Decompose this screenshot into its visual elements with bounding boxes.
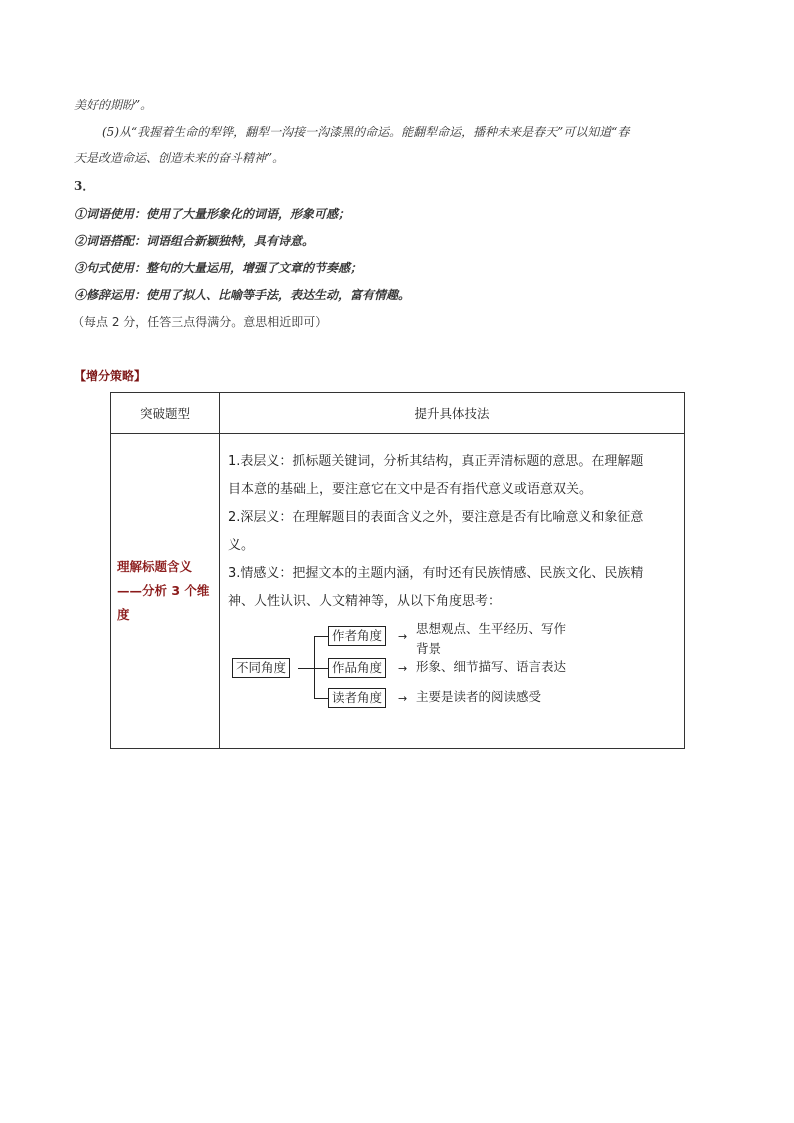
- column-header: 突破题型: [111, 393, 220, 434]
- question-number: 3．: [74, 179, 95, 193]
- diagram-work-box: 作品角度: [328, 658, 386, 678]
- technique-cell: [220, 434, 685, 749]
- section-title: 【增分策略】: [74, 369, 147, 383]
- technique-text: 义。: [228, 538, 255, 553]
- technique-text: 神、人性认识、人文精神等，从以下角度思考：: [228, 594, 502, 609]
- question-type-label: 度: [117, 607, 130, 622]
- column-header: 提升具体技法: [220, 393, 685, 434]
- answer-point: ①词语使用：使用了大量形象化的词语，形象可感；: [74, 207, 351, 221]
- connector-line: [314, 698, 328, 699]
- strategy-table: [110, 392, 685, 749]
- answer-line: (5)从“我握着生命的犁铧，翻犁一沟接一沟漆黑的命运。能翻犁命运，播种未来是春天”可以知道“春: [102, 125, 630, 139]
- connector-line: [314, 636, 328, 637]
- question-type-label: ——分析 3 个维: [117, 583, 210, 598]
- angle-diagram: [232, 620, 592, 720]
- answer-point: ②词语搭配：词语组合新颖独特，具有诗意。: [74, 234, 315, 248]
- diagram-root-box: 不同角度: [232, 658, 290, 678]
- arrow-icon: →: [398, 662, 408, 675]
- connector-line: [314, 636, 315, 698]
- answer-point: ③句式使用：整句的大量运用，增强了文章的节奏感；: [74, 261, 363, 275]
- table-row: [111, 434, 685, 749]
- arrow-icon: →: [398, 630, 408, 643]
- answer-line: 美好的期盼”。: [74, 98, 153, 112]
- reader-desc: 主要是读者的阅读感受: [416, 689, 542, 704]
- technique-text: 目本意的基础上，要注意它在文中是否有指代意义或语意双关。: [228, 482, 593, 497]
- question-type-cell: [111, 434, 220, 749]
- answer-point: ④修辞运用：使用了拟人、比喻等手法，表达生动，富有情趣。: [74, 288, 411, 302]
- author-desc: 背景: [416, 641, 442, 656]
- scoring-note: （每点 2 分，任答三点得满分。意思相近即可）: [72, 315, 328, 329]
- technique-text: 3.情感义：把握文本的主题内涵，有时还有民族情感、民族文化、民族精: [228, 566, 644, 581]
- table-header-row: [111, 393, 685, 434]
- author-desc: 思想观点、生平经历、写作: [416, 621, 567, 636]
- diagram-author-box: 作者角度: [328, 626, 386, 646]
- arrow-icon: →: [398, 692, 408, 705]
- question-type-label: 理解标题含义: [117, 559, 193, 574]
- technique-text: 2.深层义：在理解题目的表面含义之外，要注意是否有比喻意义和象征意: [228, 510, 644, 525]
- connector-line: [298, 668, 328, 669]
- diagram-reader-box: 读者角度: [328, 688, 386, 708]
- answer-line: 天是改造命运、创造未来的奋斗精神”。: [74, 151, 285, 165]
- work-desc: 形象、细节描写、语言表达: [416, 659, 567, 674]
- technique-text: 1.表层义：抓标题关键词，分析其结构，真正弄清标题的意思。在理解题: [228, 454, 644, 469]
